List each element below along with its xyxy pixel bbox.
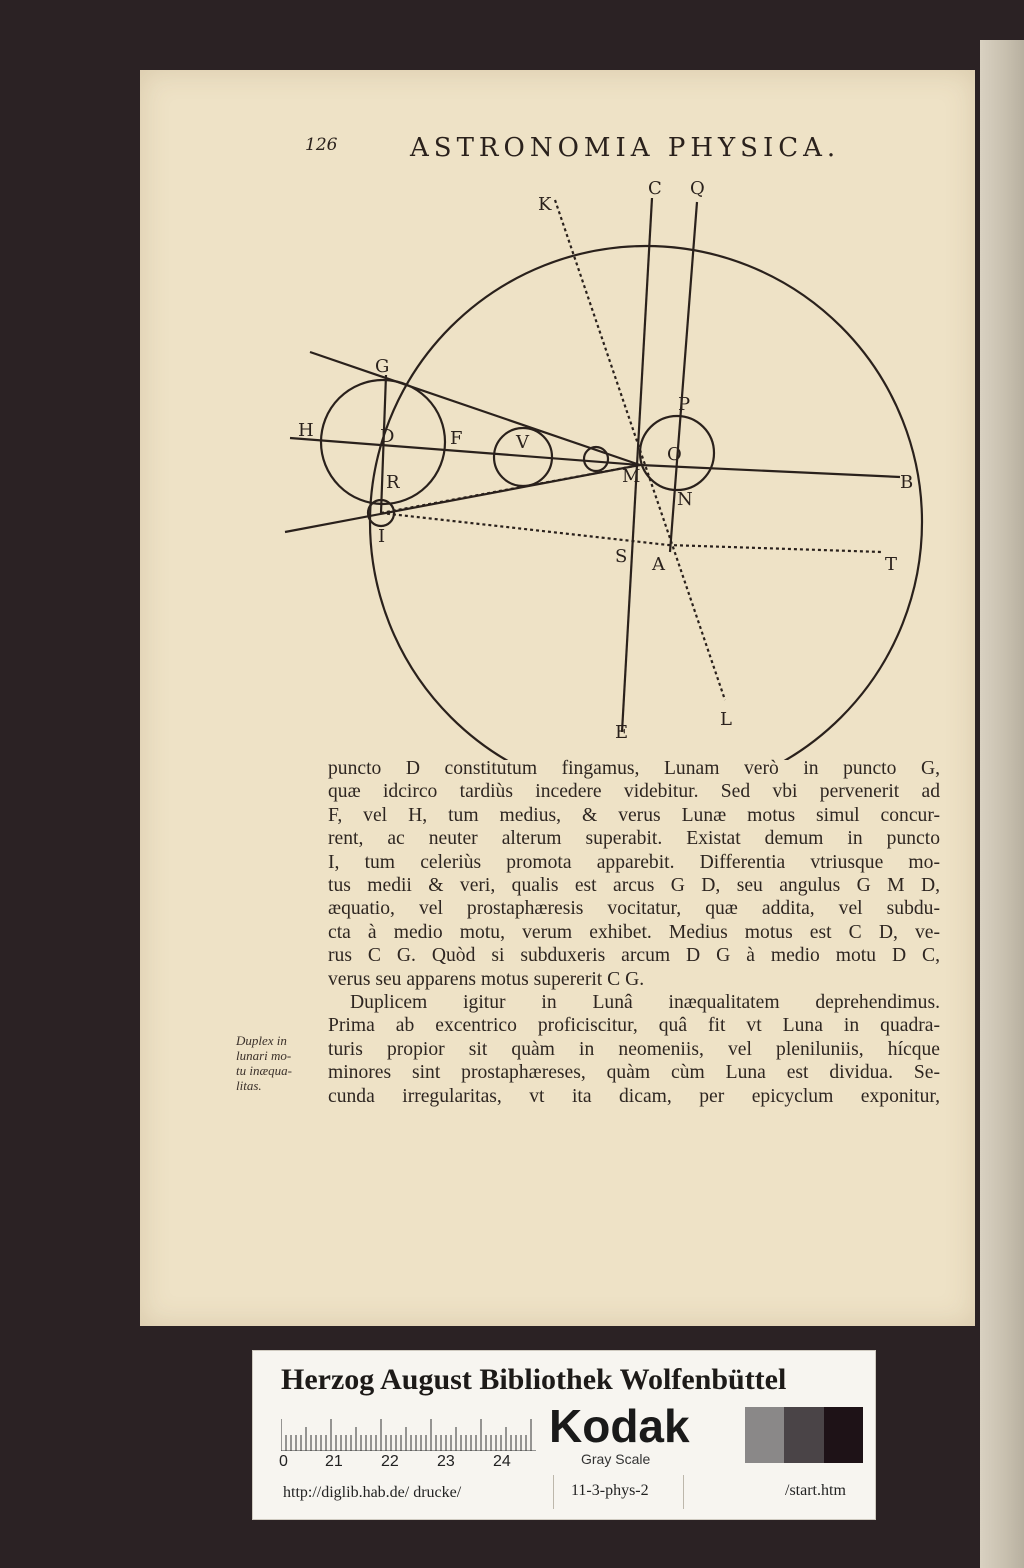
gray-patch [705,1407,745,1463]
label-b: B [900,472,914,493]
label-i: I [378,526,386,547]
label-m: M [622,466,641,487]
gray-patch [784,1407,824,1463]
label-c: C [648,178,662,199]
text-line: cta à medio motu, verum exhibet. Medius motus est C D, ve- [328,921,940,943]
text-line: cunda irregularitas, vt ita dicam, per epicyclum exponitur, [328,1085,940,1107]
shelfmark: 11-3-phys-2 [571,1482,649,1499]
label-f: F [450,428,463,449]
ruler-number: 24 [493,1453,511,1470]
marginal-line: tu inæqua- [236,1063,292,1078]
card-url: http://diglib.hab.de/ drucke/ [283,1484,462,1501]
text-line: I, tum celeriùs promota apparebit. Differentia vtriusque mo- [328,851,940,873]
library-color-card [252,1350,876,1520]
label-v: V [516,432,529,453]
label-p: P [678,394,691,415]
gray-scale-label: Gray Scale [581,1451,651,1467]
marginal-note [236,1033,322,1093]
text-line: F, vel H, tum medius, & verus Lunæ motus simul concur- [328,804,940,826]
ruler [281,1411,536,1451]
label-l: L [720,709,732,730]
card-divider [683,1475,684,1509]
start-path: /start.htm [785,1482,846,1499]
label-o: O [667,444,682,465]
institution-name: Herzog August Bibliothek Wolfenbüttel [281,1363,787,1396]
label-h: H [298,420,314,441]
label-t: T [885,554,898,575]
gray-scale-patches [705,1407,863,1463]
label-e: E [615,722,629,743]
text-line: Prima ab excentrico proficiscitur, quâ fit vt Luna in quadra- [328,1015,940,1037]
card-divider [553,1475,554,1509]
text-line: æquatio, vel prostaphæresis vocitatur, quæ addita, vel subdu- [328,898,940,920]
gray-patch [824,1407,864,1463]
ruler-number: 22 [381,1453,399,1470]
text-line: verus seu apparens motus supererit C G. [328,968,645,990]
adjacent-page-edge [980,40,1024,1568]
gray-patch [745,1407,785,1463]
label-r: R [386,472,400,493]
page-number: 126 [305,135,338,155]
label-n: N [677,489,693,510]
lunar-orbit-diagram [260,170,940,760]
label-q: Q [690,178,705,199]
kodak-logo: Kodak [549,1400,690,1452]
ruler-number: 23 [437,1453,455,1470]
ruler-number: 0 [279,1453,288,1470]
text-line: turis propior sit quàm in neomeniis, vel pleniluniis, hícque [328,1038,940,1060]
text-line: rus C G. Quòd si subduxeris arcum D G à medio motu D C, [328,945,940,967]
body-text [328,757,940,1108]
page-header [305,133,865,163]
label-a: A [652,554,665,575]
label-k: K [538,194,552,215]
text-line: rent, ac neuter alterum superabit. Existat demum in puncto [328,828,940,850]
ruler-number: 21 [325,1453,343,1470]
marginal-line: litas. [236,1078,262,1093]
text-line: quæ idcirco tardiùs incedere videbitur. Sed vbi pervenerit ad [328,781,940,803]
text-line: Duplicem igitur in Lunâ inæqualitatem deprehendimus. [350,992,940,1014]
text-line: puncto D constitutum fingamus, Lunam verò in puncto G, [328,758,940,779]
label-s: S [615,546,628,567]
label-d: D [380,426,395,447]
label-g: G [375,356,390,377]
marginal-line: Duplex in [236,1033,287,1048]
text-line: minores sint prostaphæreses, quàm cùm Luna est dividua. Se- [328,1062,940,1084]
text-line: tus medii & veri, qualis est arcus G D, seu angulus G M D, [328,875,940,897]
marginal-line: lunari mo- [236,1048,292,1063]
running-title: ASTRONOMIA PHYSICA. [410,133,841,163]
